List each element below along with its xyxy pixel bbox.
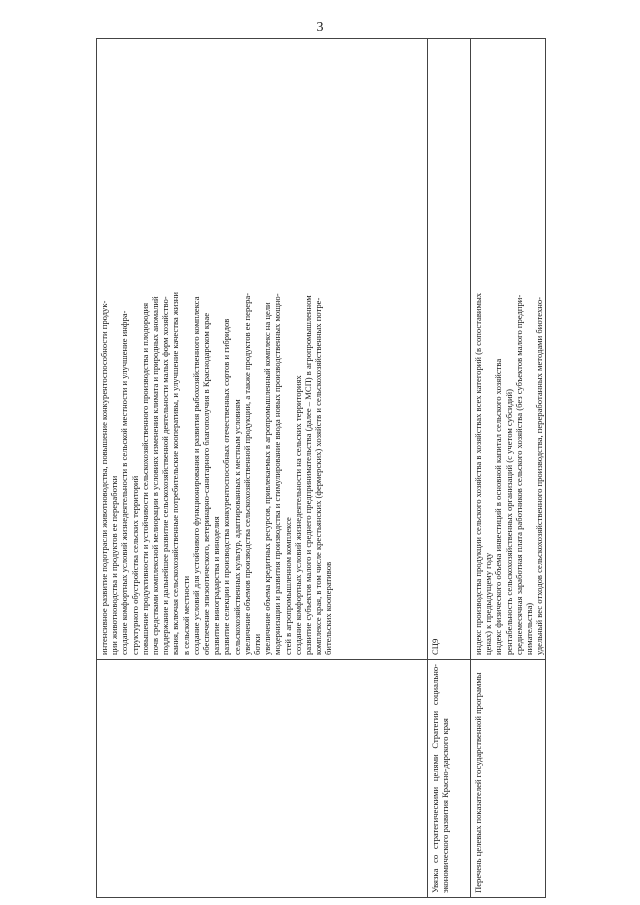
objective-line: стей в агропромышленном комплексе <box>282 517 293 655</box>
page-number: 3 <box>316 20 324 35</box>
objective-line: увеличение объема кредитных ресурсов, привлекаемых в агропромышленный комплекс на цели <box>262 302 273 655</box>
objective-line: ботки <box>252 633 263 655</box>
objective-line: увеличение объемов производства сельскохозяйственной продукции, а также продуктов ее перера- <box>241 292 252 655</box>
indicators-value-cell <box>471 39 546 660</box>
objective-line: повышение продуктивности и устойчивости сельскохозяйственного производства и плодородия <box>139 302 150 655</box>
indicator-line: среднемесячная заработная плата работников сельского хозяйства (без субъектов малого предпри- <box>513 294 524 655</box>
objective-line: в сельской местности <box>180 575 191 655</box>
indicators-list <box>473 43 544 655</box>
objective-line: модернизации и развития производства и стимулирование ввода новых производственных мощно- <box>272 293 283 655</box>
indicators-label-text: Перечень целевых показателей государственной программы <box>473 672 483 893</box>
objective-line: создание условий для устойчивого функционирования и развития рыбохозяйственного комплекса <box>190 296 201 655</box>
table-row-objectives <box>97 39 428 898</box>
objective-line: развитие субъектов малого и среднего предпринимательства (далее – МСП) в агропромышленном <box>303 295 314 655</box>
rotated-page-area <box>96 38 545 898</box>
objective-line: вания, включая сельскохозяйственные потребительские кооперативы, и улучшение качества жизни <box>170 292 181 655</box>
rotated-table-container <box>96 38 545 898</box>
strategy-link-label <box>428 660 471 898</box>
indicator-line: удельный вес отходов сельскохозяйственного производства, переработанных методами биотехно- <box>534 296 545 655</box>
objective-line: развитие селекции и производства конкурентоспособных отечественных сортов и гибридов <box>221 318 232 655</box>
objectives-value-cell <box>97 39 428 660</box>
objective-line: обеспечение эпизоотического, ветеринарно-санитарного благополучия в Краснодарском крае <box>201 312 212 655</box>
objective-line: структурного обустройства сельских территорий <box>129 475 140 655</box>
indicator-line: рентабельность сельскохозяйственных организаций (с учетом субсидий) <box>503 388 514 655</box>
indicator-line: индекс физического объема инвестиций в основной капитал сельского хозяйства <box>493 358 504 655</box>
passport-table <box>96 38 546 898</box>
indicator-line: индекс производства продукции сельского хозяйства в хозяйствах всех категорий (в сопоставимых <box>473 292 483 655</box>
objective-line: почв средствами комплексной мелиорации в условиях изменения климата и природных аномалий <box>150 296 161 655</box>
table-row-strategy-link <box>428 39 471 898</box>
objective-line: поддержание и дальнейшее развитие сельскохозяйственной деятельности малых форм хозяйство- <box>160 296 171 655</box>
objective-line: бительских кооперативов <box>323 561 334 655</box>
strategy-link-label-text: Увязка со стратегическими целями Стратегии социально-экономического развития Красно-дарского края <box>430 664 451 893</box>
objective-line: сельскохозяйственных культур, адаптированных к местным условиям <box>231 399 242 655</box>
objective-line: ции животноводства и продуктов ее переработки <box>109 475 120 655</box>
table-row-indicators <box>471 39 546 898</box>
indicator-line: нимательства) <box>524 602 535 655</box>
objective-line: создание комфортных условий жизнедеятельности на сельских территориях <box>292 375 303 655</box>
objectives-list <box>99 43 334 655</box>
strategy-link-value: СЦ9 <box>428 39 471 660</box>
objective-line: создание комфортных условий жизнедеятельности в сельской местности и улучшение инфра- <box>119 310 130 655</box>
indicators-label-cell <box>471 660 546 898</box>
objective-line: интенсивное развитие подотрасли животноводства, повышение конкурентоспособности продук- <box>99 300 109 655</box>
objective-line: комплексе края, в том числе крестьянских (фермерских) хозяйств и сельскохозяйственных потре- <box>313 297 324 655</box>
indicator-line: ценах) к предыдущему году <box>483 552 494 655</box>
objective-line: развитие виноградарства и виноделия <box>211 516 222 655</box>
objectives-label-cell <box>97 660 428 898</box>
